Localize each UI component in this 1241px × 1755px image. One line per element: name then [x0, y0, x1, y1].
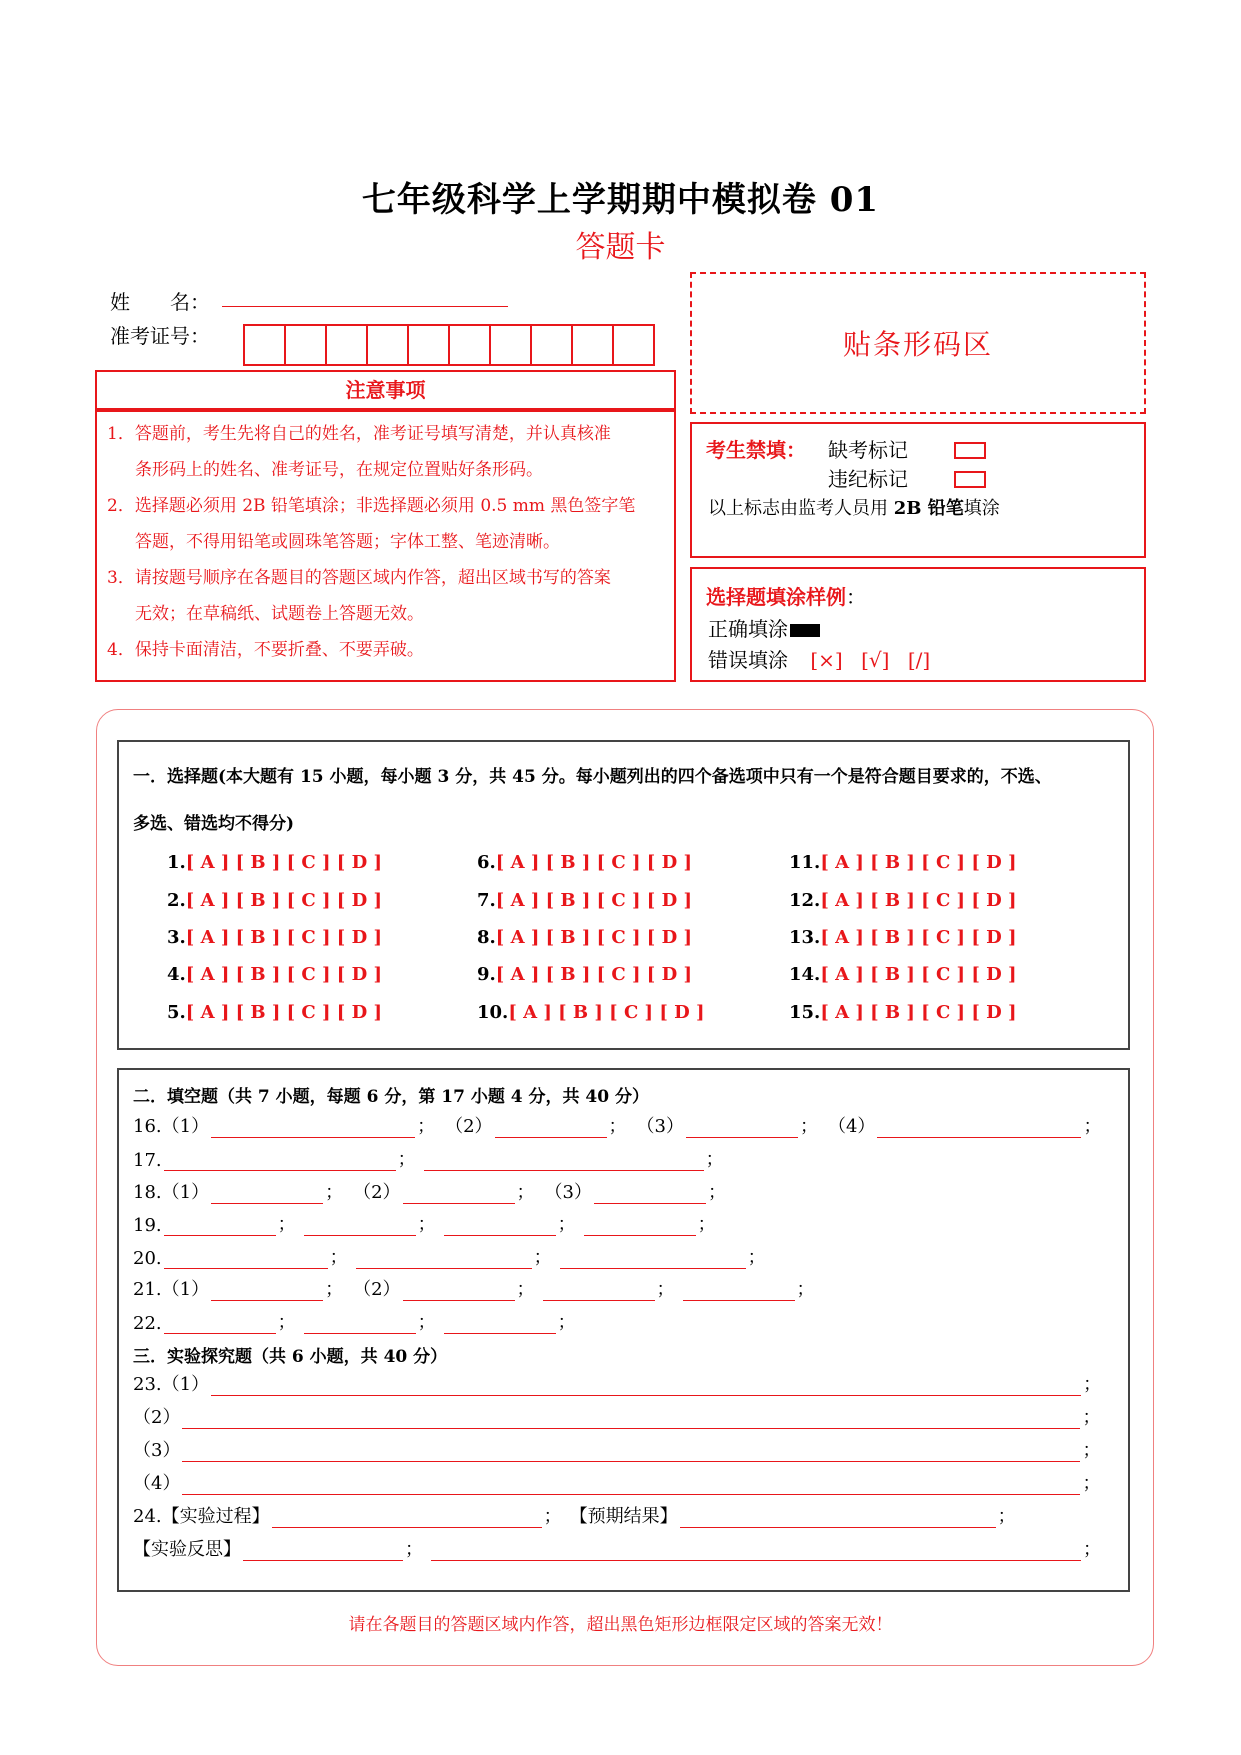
notice-item: 4．保持卡面清洁，不要折叠、不要弄破。: [107, 640, 424, 660]
violation-label: 违纪标记: [828, 467, 908, 491]
mc-question[interactable]: 4.[ A ] [ B ] [ C ] [ D ]: [167, 964, 382, 985]
mc-question[interactable]: 13.[ A ] [ B ] [ C ] [ D ]: [789, 927, 1017, 948]
invigilator-note: 以上标志由监考人员用 2B 铅笔填涂: [708, 498, 1000, 519]
answer-blank[interactable]: [403, 1183, 515, 1204]
answer-blank[interactable]: [424, 1150, 704, 1171]
page-title: 七年级科学上学期期中模拟卷 01: [361, 180, 880, 220]
notice-item: 2．选择题必须用 2B 铅笔填涂；非选择题必须用 0.5 mm 黑色签字笔 答题，不得用铅笔或圆珠笔答题；字体工整、笔迹清晰。: [107, 496, 636, 552]
mc-question[interactable]: 5.[ A ] [ B ] [ C ] [ D ]: [167, 1002, 382, 1023]
answer-blank[interactable]: [164, 1150, 396, 1171]
answer-row-21: 21.（1） ； （2） ； ； ；: [133, 1279, 815, 1300]
mc-question[interactable]: 8.[ A ] [ B ] [ C ] [ D ]: [477, 927, 692, 948]
answer-blank[interactable]: [182, 1474, 1080, 1495]
id-box[interactable]: [245, 326, 286, 364]
barcode-area: [690, 272, 1146, 414]
id-box[interactable]: [286, 326, 327, 364]
answer-row-22: 22. ； ； ；: [133, 1312, 576, 1334]
mc-question[interactable]: 9.[ A ] [ B ] [ C ] [ D ]: [477, 964, 692, 985]
id-label: 准考证号：: [110, 324, 210, 348]
mc-question[interactable]: 7.[ A ] [ B ] [ C ] [ D ]: [477, 890, 692, 911]
fill-sample-box: [690, 567, 1146, 682]
name-label: 姓 名：: [110, 290, 210, 314]
wrong-fill-row: 错误填涂 [×] [√] [/]: [708, 648, 931, 672]
answer-row-20: 20. ； ； ；: [133, 1247, 766, 1269]
answer-blank[interactable]: [356, 1248, 532, 1269]
mc-question[interactable]: 10.[ A ] [ B ] [ C ] [ D ]: [477, 1002, 705, 1023]
answer-blank[interactable]: [560, 1248, 746, 1269]
answer-blank[interactable]: [243, 1540, 403, 1561]
answer-blank[interactable]: [304, 1313, 416, 1334]
answer-row-19: 19. ； ； ； ；: [133, 1214, 716, 1236]
mc-question[interactable]: 15.[ A ] [ B ] [ C ] [ D ]: [789, 1002, 1017, 1023]
answer-blank[interactable]: [877, 1117, 1081, 1138]
notice-heading: 注意事项: [95, 370, 676, 410]
name-field[interactable]: [222, 306, 508, 307]
mc-question[interactable]: 3.[ A ] [ B ] [ C ] [ D ]: [167, 927, 382, 948]
forbidden-label: 考生禁填：: [706, 438, 806, 462]
answer-blank[interactable]: [304, 1215, 416, 1236]
violation-mark-box[interactable]: [954, 471, 986, 488]
answer-blank[interactable]: [211, 1183, 323, 1204]
id-box[interactable]: [491, 326, 532, 364]
notice-item: 3．请按题号顺序在各题目的答题区域内作答，超出区域书写的答案 无效；在草稿纸、试题卷上答题无效。: [107, 568, 611, 624]
answer-blank[interactable]: [211, 1117, 415, 1138]
section-multiple-choice: [117, 740, 1130, 1050]
answer-blank[interactable]: [431, 1540, 1081, 1561]
section1-heading: 一．选择题(本大题有 15 小题，每小题 3 分，共 45 分。每小题列出的四个备选项中只有一个是符合题目要求的，不选、: [133, 767, 1052, 787]
answer-row-23-4: （4） ；: [133, 1473, 1101, 1494]
answer-blank[interactable]: [182, 1408, 1080, 1429]
id-box[interactable]: [573, 326, 614, 364]
section1-heading-cont: 多选、错选均不得分): [133, 814, 295, 834]
page-subtitle: 答题卡: [575, 230, 666, 265]
answer-row-16: 16.（1） ； （2） ； （3） ； （4） ；: [133, 1116, 1102, 1137]
answer-blank[interactable]: [182, 1441, 1080, 1462]
invigilator-box: [690, 422, 1146, 558]
answer-blank[interactable]: [680, 1507, 996, 1528]
mc-question[interactable]: 2.[ A ] [ B ] [ C ] [ D ]: [167, 890, 382, 911]
answer-row-17: 17. ； ；: [133, 1149, 724, 1171]
id-box[interactable]: [327, 326, 368, 364]
correct-fill-row: 正确填涂: [708, 613, 820, 642]
section-fill-blank: [117, 1068, 1130, 1592]
mc-question[interactable]: 12.[ A ] [ B ] [ C ] [ D ]: [789, 890, 1017, 911]
absent-label: 缺考标记: [828, 438, 908, 462]
answer-blank[interactable]: [543, 1280, 655, 1301]
answer-blank[interactable]: [444, 1313, 556, 1334]
answer-blank[interactable]: [164, 1248, 328, 1269]
mc-question[interactable]: 11.[ A ] [ B ] [ C ] [ D ]: [789, 852, 1017, 873]
barcode-label: 贴条形码区: [842, 328, 993, 361]
answer-blank[interactable]: [594, 1183, 706, 1204]
id-box[interactable]: [532, 326, 573, 364]
section3-heading: 三．实验探究题（共 6 小题，共 40 分）: [133, 1347, 448, 1367]
answer-blank[interactable]: [403, 1280, 515, 1301]
notice-item: 1．答题前，考生先将自己的姓名，准考证号填写清楚，并认真核准 条形码上的姓名、准考证号，在规定位置贴好条形码。: [107, 424, 611, 480]
answer-blank[interactable]: [444, 1215, 556, 1236]
answer-blank[interactable]: [211, 1375, 1081, 1396]
id-box[interactable]: [368, 326, 409, 364]
answer-blank[interactable]: [683, 1280, 795, 1301]
answer-row-23-1: 23.（1） ；: [133, 1374, 1102, 1395]
answer-blank[interactable]: [211, 1280, 323, 1301]
answer-blank[interactable]: [272, 1507, 542, 1528]
id-box[interactable]: [450, 326, 491, 364]
notice-box: [95, 410, 676, 682]
answer-blank[interactable]: [584, 1215, 696, 1236]
id-box[interactable]: [614, 326, 653, 364]
mc-question[interactable]: 14.[ A ] [ B ] [ C ] [ D ]: [789, 964, 1017, 985]
answer-row-24-reflection: 【实验反思】 ； ；: [133, 1539, 1101, 1560]
exam-id-boxes[interactable]: [243, 324, 655, 366]
answer-blank[interactable]: [686, 1117, 798, 1138]
answer-row-23-2: （2） ；: [133, 1407, 1101, 1428]
filled-mark-icon: [790, 624, 820, 637]
id-box[interactable]: [409, 326, 450, 364]
answer-row-24: 24.【实验过程】 ； 【预期结果】 ；: [133, 1506, 1016, 1527]
footer-warning: 请在各题目的答题区域内作答，超出黑色矩形边框限定区域的答案无效！: [348, 1615, 893, 1635]
mc-question[interactable]: 1.[ A ] [ B ] [ C ] [ D ]: [167, 852, 382, 873]
mc-question[interactable]: 6.[ A ] [ B ] [ C ] [ D ]: [477, 852, 692, 873]
answer-blank[interactable]: [164, 1215, 276, 1236]
answer-row-18: 18.（1） ； （2） ； （3） ；: [133, 1182, 726, 1203]
section2-heading: 二．填空题（共 7 小题，每题 6 分，第 17 小题 4 分，共 40 分）: [133, 1087, 649, 1107]
absent-mark-box[interactable]: [954, 442, 986, 459]
answer-blank[interactable]: [164, 1313, 276, 1334]
answer-blank[interactable]: [495, 1117, 607, 1138]
sample-heading: 选择题填涂样例：: [706, 585, 866, 609]
answer-row-23-3: （3） ；: [133, 1440, 1101, 1461]
